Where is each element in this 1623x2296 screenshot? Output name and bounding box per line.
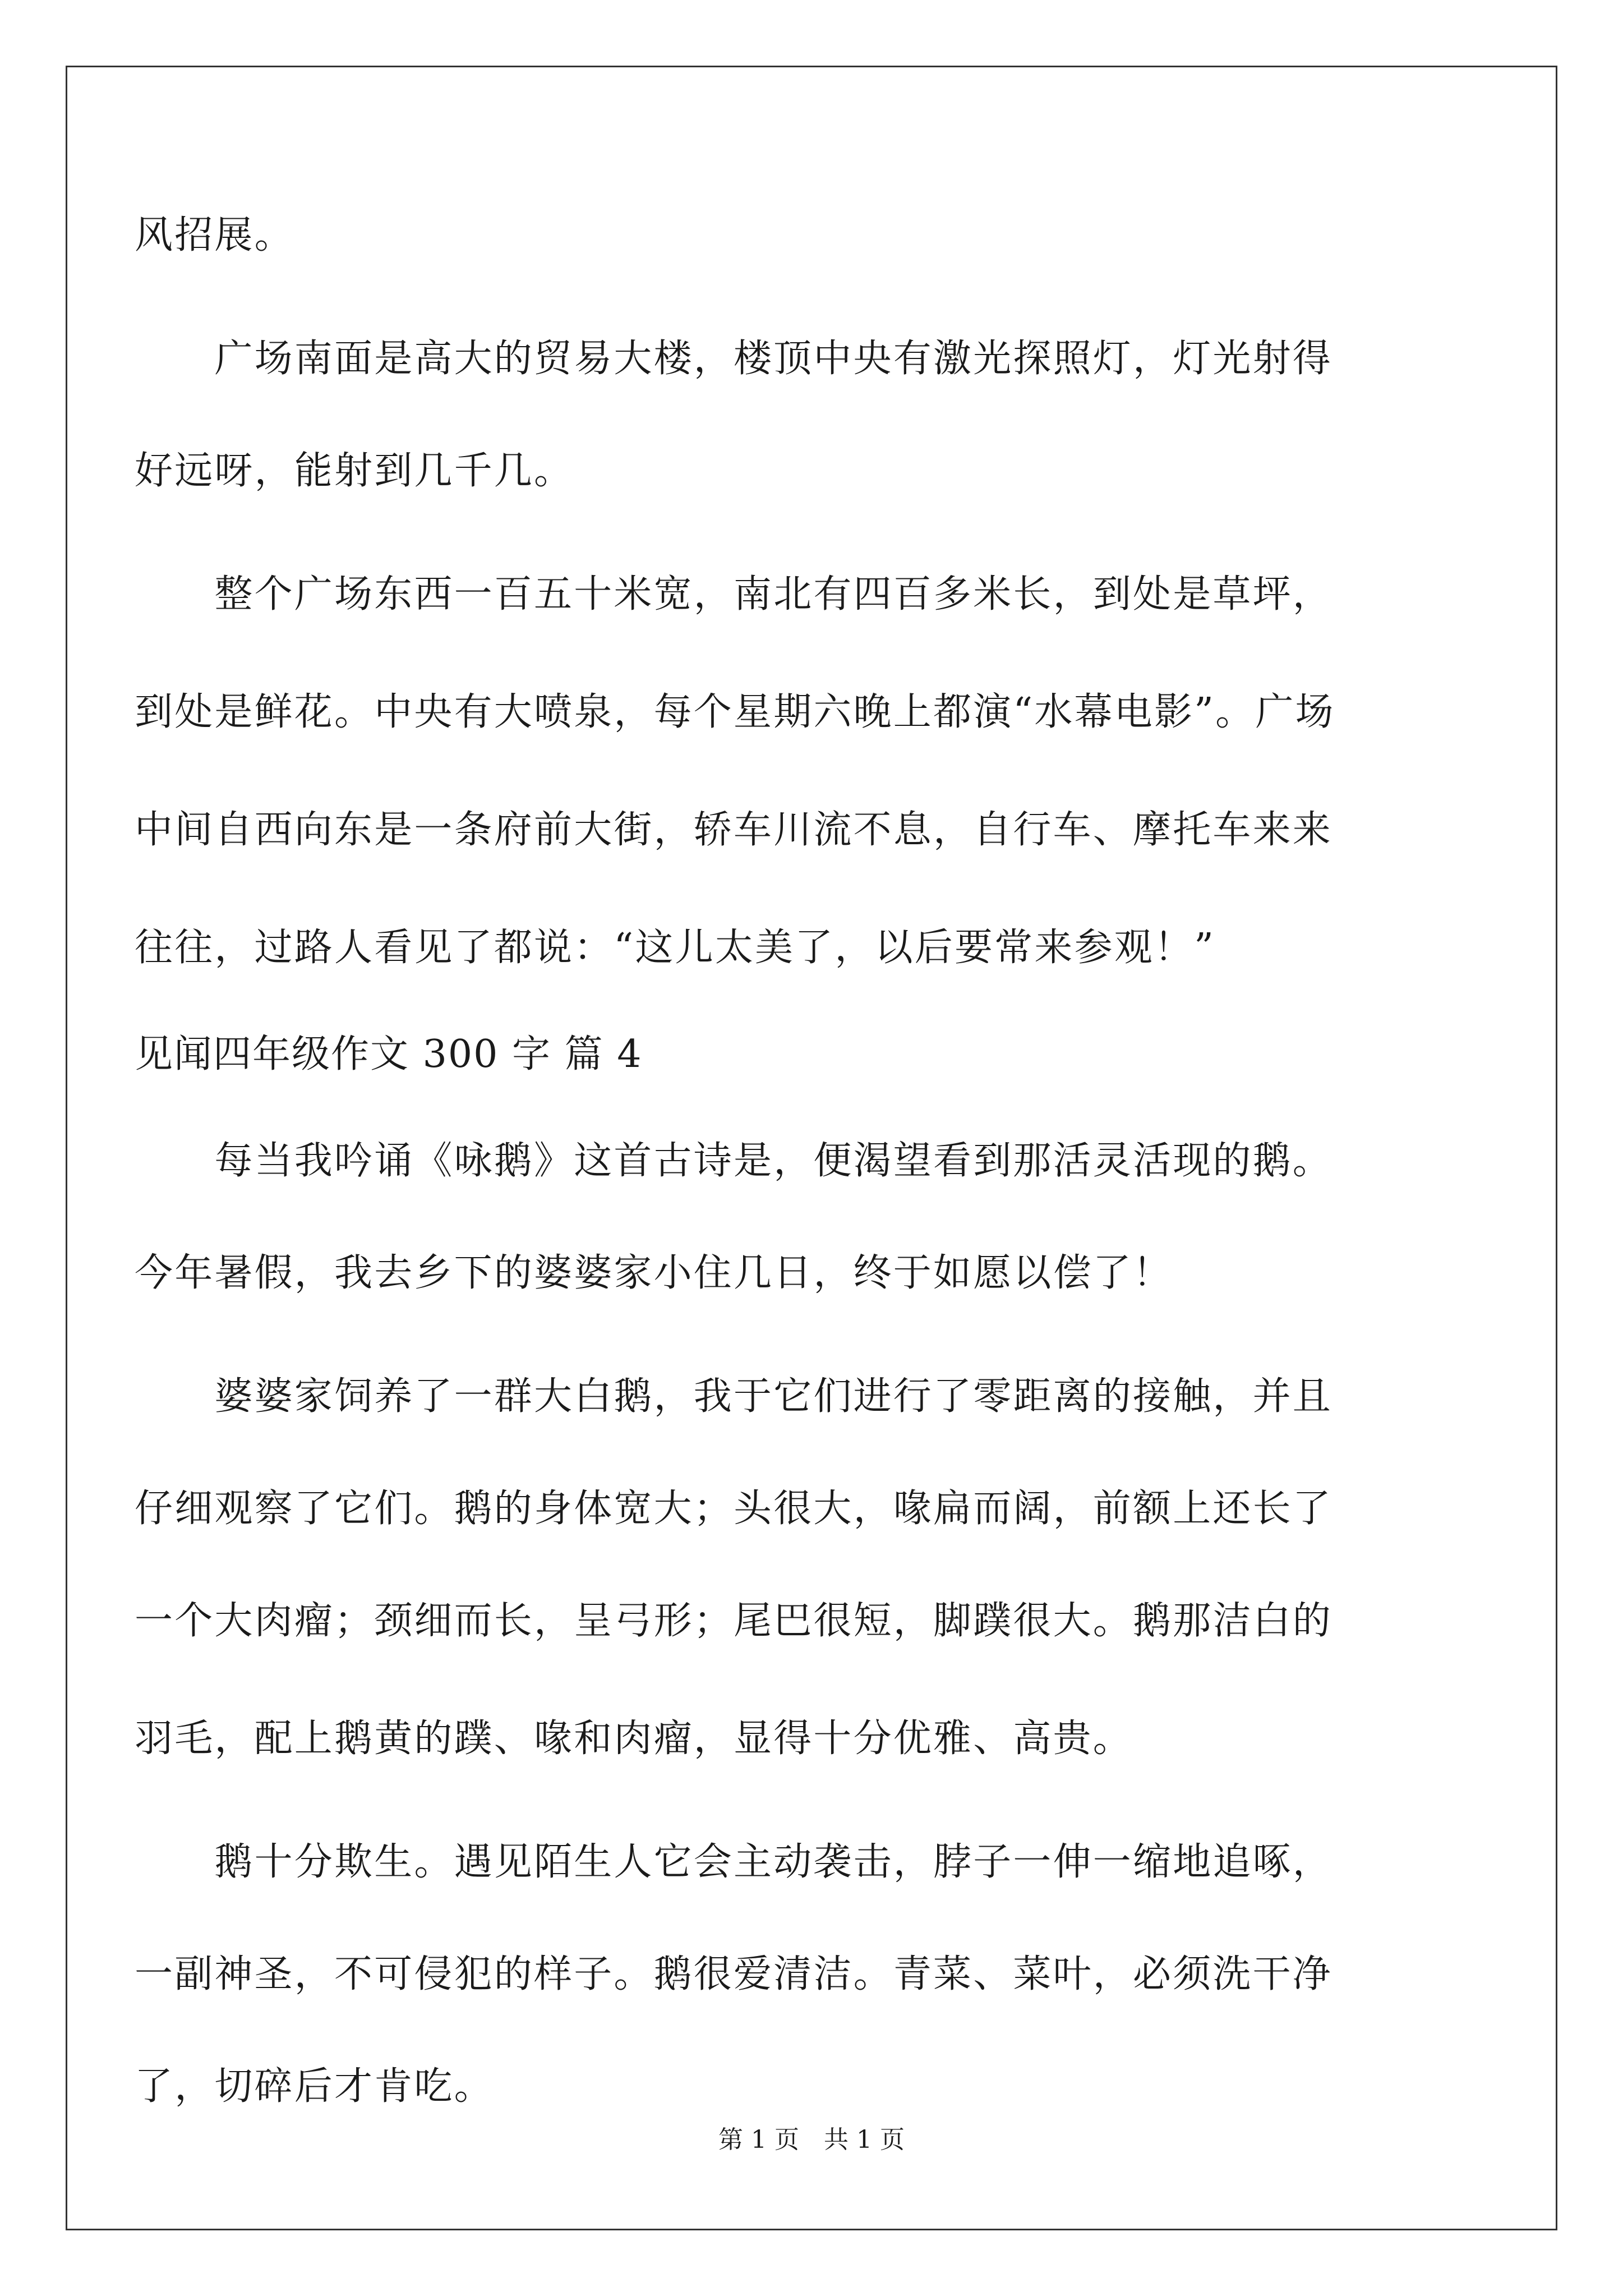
text-line: 今年暑假，我去乡下的婆婆家小住几日，终于如愿以偿了！	[135, 1251, 1173, 1295]
text-line: 风招展。	[135, 213, 294, 257]
text-line: 每当我吟诵《咏鹅》这首古诗是，便渴望看到那活灵活现的鹅。	[135, 1139, 1333, 1183]
text-line: 广场南面是高大的贸易大楼，楼顶中央有激光探照灯，灯光射得	[135, 337, 1333, 381]
text-line: 往往，过路人看见了都说：“这儿太美了，以后要常来参观！”	[135, 926, 1216, 970]
text-line: 到处是鲜花。中央有大喷泉，每个星期六晚上都演“水幕电影”。广场	[135, 690, 1335, 734]
text-line: 羽毛，配上鹅黄的蹼、喙和肉瘤，显得十分优雅、高贵。	[135, 1717, 1133, 1761]
text-line: 一副神圣，不可侵犯的样子。鹅很爱清洁。青菜、菜叶，必须洗干净	[135, 1952, 1333, 1996]
page-footer: 第 1 页 共 1 页	[718, 2125, 905, 2154]
text-line: 婆婆家饲养了一群大白鹅，我于它们进行了零距离的接触，并且	[135, 1374, 1333, 1419]
text-line: 整个广场东西一百五十米宽，南北有四百多米长，到处是草坪，	[135, 572, 1333, 616]
section-heading: 见闻四年级作文 300 字 篇 4	[135, 1032, 643, 1076]
text-line: 鹅十分欺生。遇见陌生人它会主动袭击，脖子一伸一缩地追啄，	[135, 1840, 1333, 1884]
text-line: 中间自西向东是一条府前大街，轿车川流不息，自行车、摩托车来来	[135, 808, 1333, 852]
text-line: 了，切碎后才肯吃。	[135, 2064, 494, 2109]
text-line: 好远呀，能射到几千几。	[135, 449, 574, 493]
text-line: 一个大肉瘤；颈细而长，呈弓形；尾巴很短，脚蹼很大。鹅那洁白的	[135, 1599, 1333, 1643]
text-line: 仔细观察了它们。鹅的身体宽大；头很大，喙扁而阔，前额上还长了	[135, 1487, 1333, 1531]
